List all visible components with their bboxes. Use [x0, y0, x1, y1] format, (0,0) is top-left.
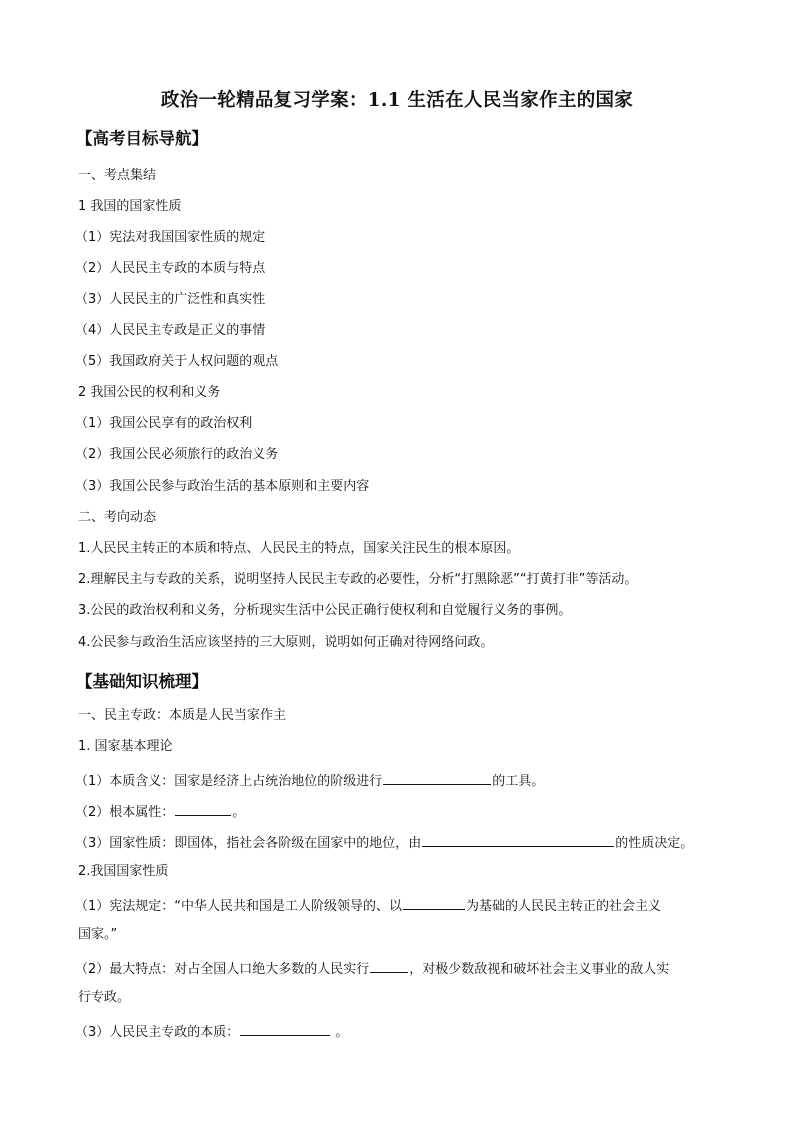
text-line: 国家。”: [78, 927, 118, 942]
fill-in-attribute: （2）根本属性： 。: [75, 801, 245, 822]
text-line: 行专政。: [78, 990, 131, 1005]
answer-blank[interactable]: [422, 832, 614, 847]
topic-national-nature: 1 我国的国家性质: [78, 199, 182, 214]
answer-blank[interactable]: [403, 895, 465, 910]
answer-blank[interactable]: [370, 958, 408, 973]
list-item: （2）人民民主专政的本质与特点: [75, 261, 266, 276]
trend-item: 4.公民参与政治生活应该坚持的三大原则，说明如何正确对待网络问政。: [78, 635, 494, 650]
list-item: （1）我国公民享有的政治权利: [75, 416, 253, 431]
answer-blank[interactable]: [240, 1021, 330, 1036]
fill-in-dictatorship-essence: （3）人民民主专政的本质： 。: [75, 1021, 348, 1042]
page-title: 政治一轮精品复习学案：1.1 生活在人民当家作主的国家: [160, 90, 634, 111]
section-heading-exam-goals: 【高考目标导航】: [76, 129, 208, 148]
fill-in-feature: （2）最大特点：对占全国人口绝大多数的人民实行 ，对极少数敌视和破坏社会主义事业的敌人实: [75, 958, 669, 979]
answer-blank[interactable]: [175, 801, 231, 816]
subheading-trends: 二、考向动态: [78, 510, 157, 525]
topic-citizen-rights: 2 我国公民的权利和义务: [78, 385, 221, 400]
trend-item: 1.人民民主转正的本质和特点、人民民主的特点，国家关注民生的根本原因。: [78, 541, 520, 556]
answer-blank[interactable]: [383, 770, 491, 785]
list-item: （3）人民民主的广泛性和真实性: [75, 292, 266, 307]
section-heading-basic-knowledge: 【基础知识梳理】: [76, 672, 208, 691]
trend-item: 2.理解民主与专政的关系，说明坚持人民民主专政的必要性，分析“打黑除恶”“打黄打非”等活动。: [78, 572, 638, 587]
point-national-theory: 1. 国家基本理论: [78, 739, 173, 754]
fill-in-essence: （1）本质含义：国家是经济上占统治地位的阶级进行 的工具。: [75, 770, 544, 791]
trend-item: 3.公民的政治权利和义务，分析现实生活中公民正确行使权利和自觉履行义务的事例。: [78, 603, 572, 618]
list-item: （4）人民民主专政是正义的事情: [75, 323, 266, 338]
list-item: （3）我国公民参与政治生活的基本原则和主要内容: [75, 479, 370, 494]
list-item: （1）宪法对我国国家性质的规定: [75, 230, 266, 245]
list-item: （5）我国政府关于人权问题的观点: [75, 354, 279, 369]
subheading-key-points: 一、考点集结: [78, 168, 157, 183]
subheading-democratic-dictatorship: 一、民主专政：本质是人民当家作主: [78, 708, 287, 723]
list-item: （2）我国公民必须旅行的政治义务: [75, 447, 279, 462]
fill-in-nature: （3）国家性质：即国体，指社会各阶级在国家中的地位，由 的性质决定。: [75, 832, 693, 853]
point-national-nature: 2.我国国家性质: [78, 864, 169, 879]
fill-in-constitution: （1）宪法规定：“中华人民共和国是工人阶级领导的、以 为基础的人民民主转正的社会主义: [75, 895, 661, 916]
